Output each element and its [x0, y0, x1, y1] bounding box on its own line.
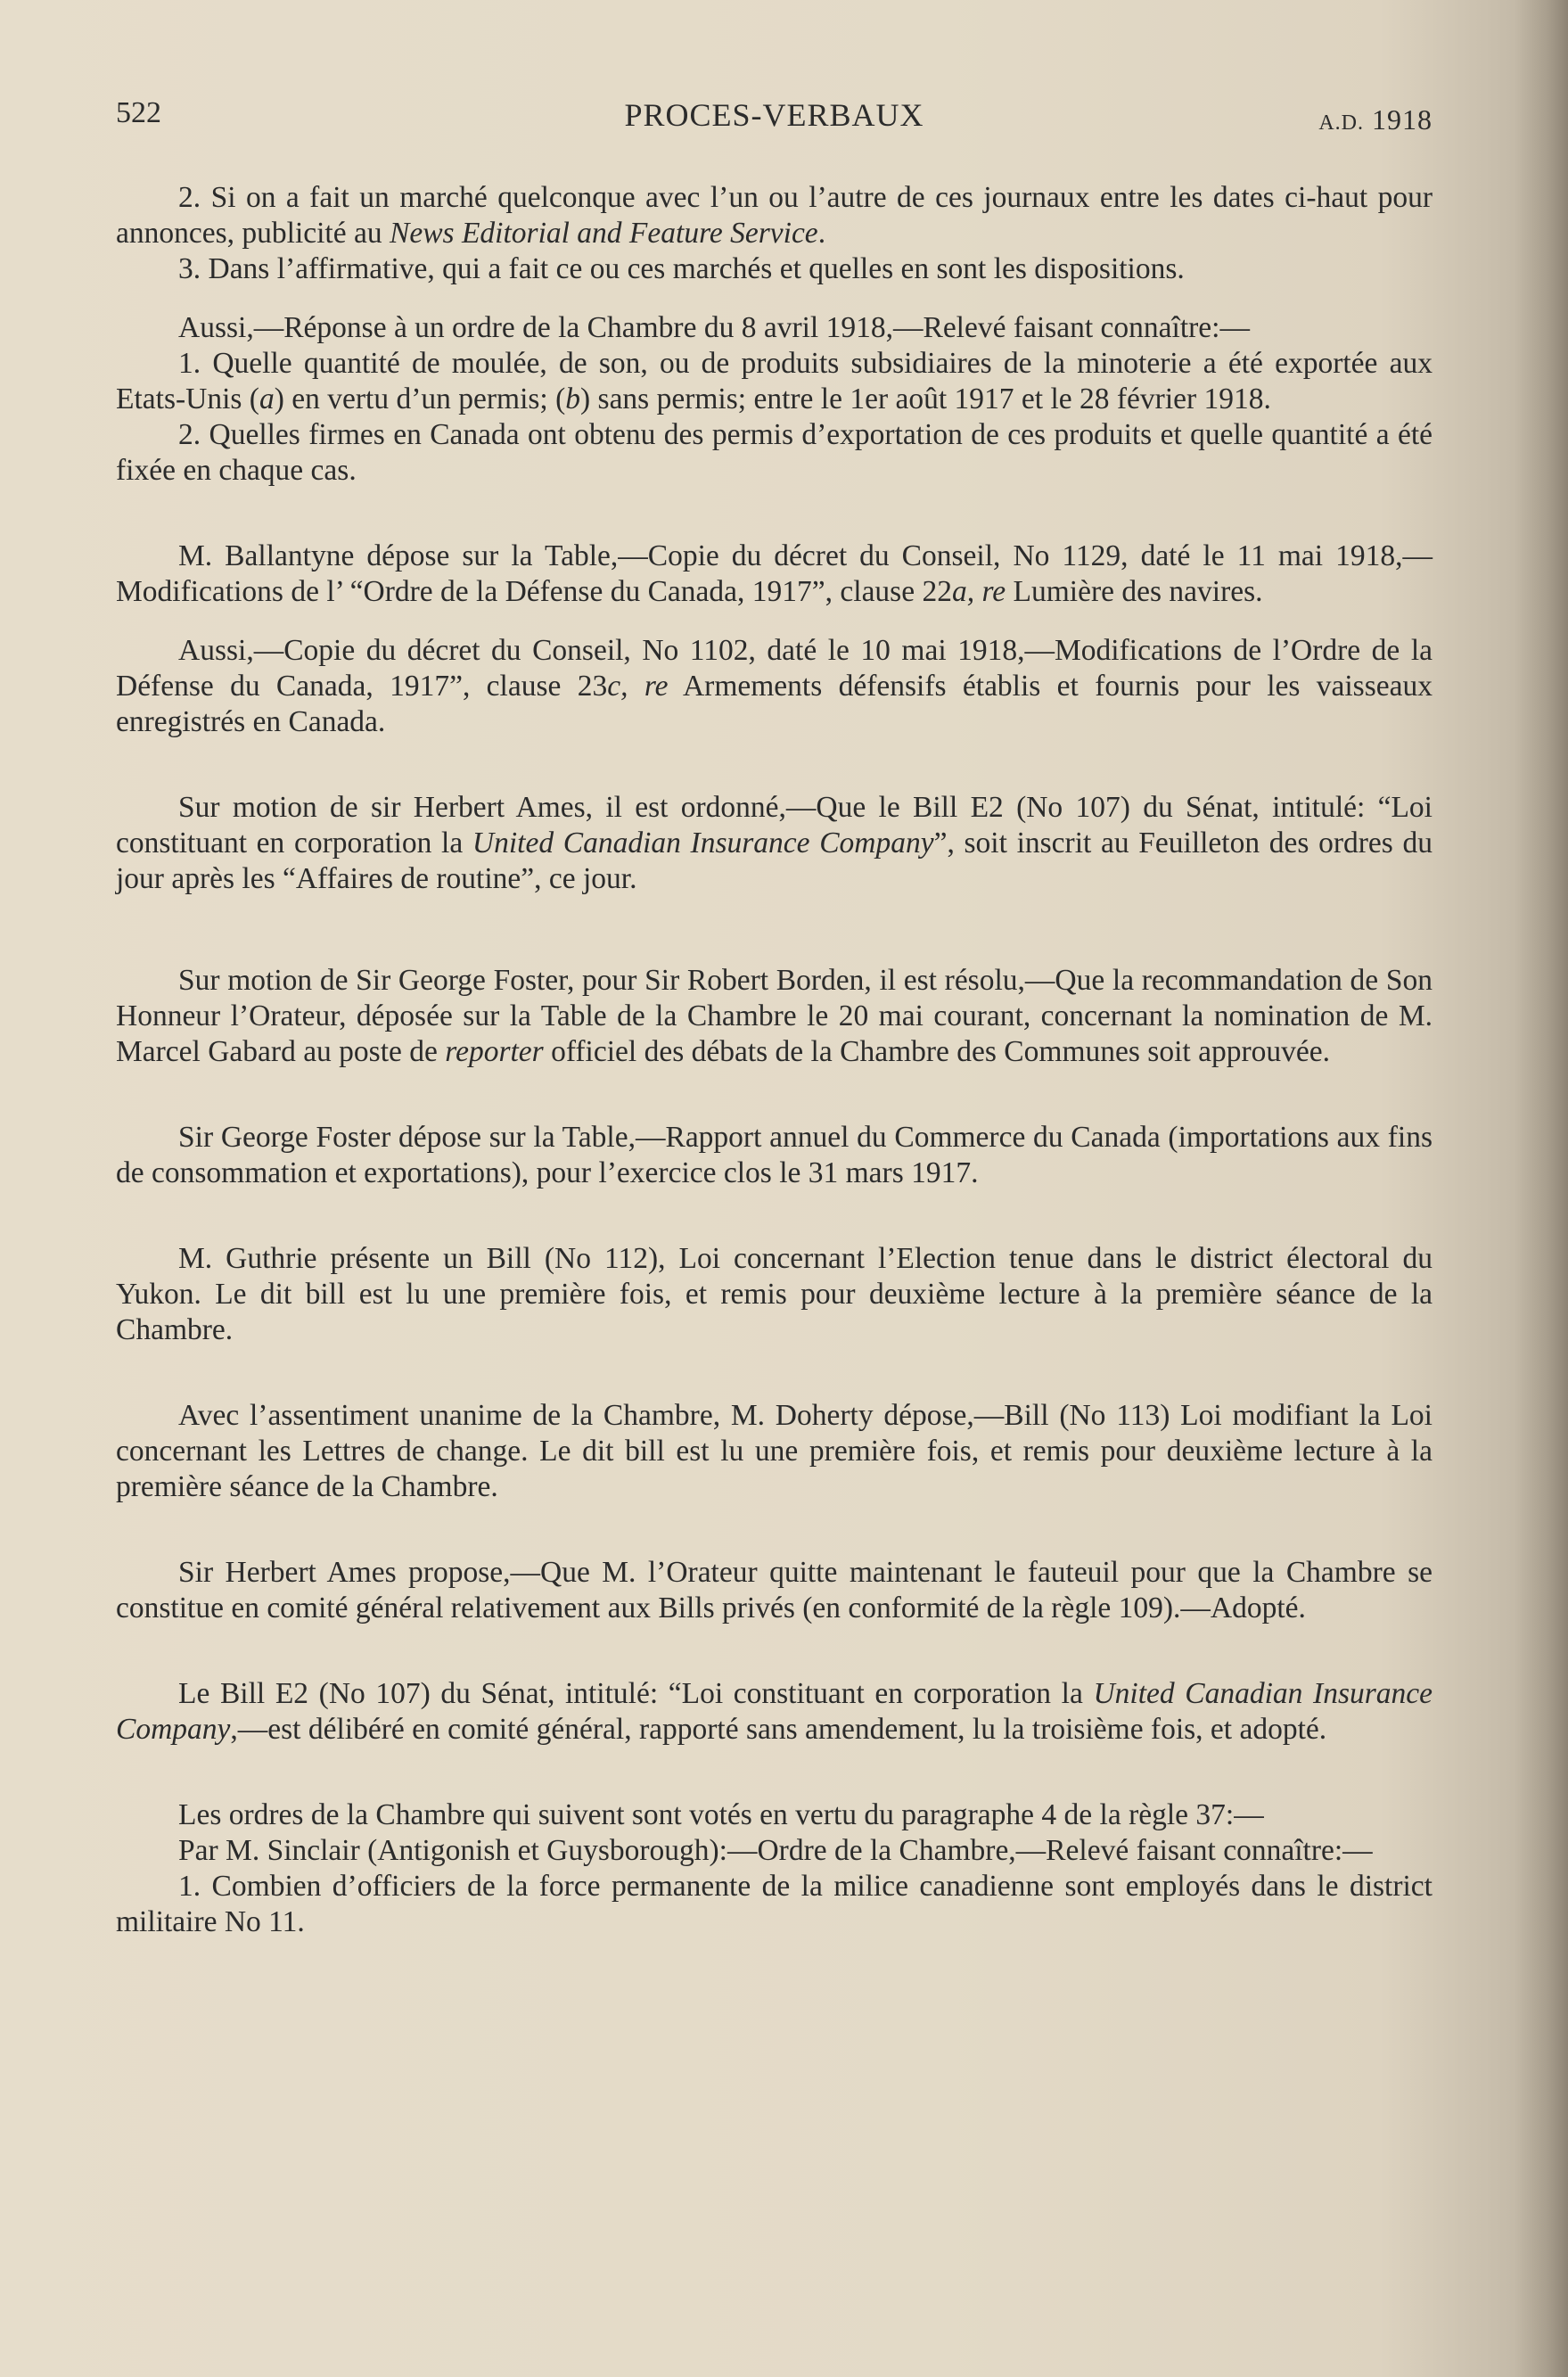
page-number: 522	[116, 96, 161, 129]
paragraph-text: ”, soit inscrit au Feuilleton des ordres du jour après les “Affaires de routine”, ce jour.	[116, 827, 1433, 895]
paragraph-p13	[116, 1555, 1433, 1626]
paragraph-p7	[116, 633, 1433, 740]
paragraph-text: Sir Herbert Ames propose,—Que M. l’Orateur quitte maintenant le fauteuil pour que la Chambre se constitue en comité général relativement aux Bills privés (en conformité de la règle 109).—Adopté.	[116, 1556, 1433, 1624]
paragraph-p4	[116, 346, 1433, 417]
paragraph-text: Par M. Sinclair (Antigonish et Guysborough):—Ordre de la Chambre,—Relevé faisant connaître:—	[178, 1834, 1373, 1867]
paragraph-p9	[116, 963, 1433, 1070]
italic-text: a, re	[951, 575, 1006, 608]
italic-text: reporter	[445, 1035, 544, 1068]
italic-text: News Editorial and Feature Service	[389, 217, 818, 250]
paragraph-text: officiel des débats de la Chambre des Communes soit approuvée.	[543, 1035, 1330, 1068]
paragraph-text: 3. Dans l’affirmative, qui a fait ce ou ces marchés et quelles en sont les dispositions.	[178, 252, 1185, 285]
paragraph-text: M. Ballantyne dépose sur la Table,—Copie du décret du Conseil, No 1129, daté le 11 mai 1918,—Modifications de l’ “Ordre de la Défense du Canada, 1917”, clause 22	[116, 539, 1433, 608]
paragraph-p2	[116, 251, 1433, 287]
paragraph-text: ,—est délibéré en comité général, rapporté sans amendement, lu la troisième fois, et adopté.	[230, 1713, 1327, 1746]
paragraph-p17	[116, 1869, 1433, 1940]
paragraph-text: 1. Combien d’officiers de la force permanente de la milice canadienne sont employés dans le district militaire No 11.	[116, 1870, 1433, 1938]
paragraph-text: Avec l’assentiment unanime de la Chambre, M. Doherty dépose,—Bill (No 113) Loi modifiant la Loi concernant les Lettres de change. Le dit bill est lu une première fois, et remis pour deuxième lecture à la première séance de la Chambre.	[116, 1399, 1433, 1503]
page-header	[116, 89, 1433, 143]
italic-text: United Canadian Insurance Company	[116, 1677, 1433, 1746]
paragraph-text: ) en vertu d’un permis; (	[274, 382, 566, 415]
paragraph-p15	[116, 1797, 1433, 1833]
year-value: 1918	[1372, 103, 1433, 136]
italic-text: United Canadian Insurance Company	[472, 827, 934, 860]
paragraph-text: 2. Quelles firmes en Canada ont obtenu des permis d’exportation de ces produits et quelle quantité a été fixée en chaque cas.	[116, 418, 1433, 487]
paragraph-text: Sur motion de Sir George Foster, pour Sir Robert Borden, il est résolu,—Que la recommandation de Son Honneur l’Orateur, déposée sur la Table de la Chambre le 20 mai courant, concernant la nomination de M. Marcel Gabard au poste de	[116, 964, 1433, 1068]
year-label	[1318, 103, 1433, 136]
paragraph-text: Aussi,—Copie du décret du Conseil, No 1102, daté le 10 mai 1918,—Modifications de l’Ordre de la Défense du Canada, 1917”, clause 23	[116, 634, 1433, 703]
year-prefix: A.D.	[1318, 111, 1364, 135]
running-head: PROCES-VERBAUX	[624, 97, 924, 133]
paragraph-p6	[116, 539, 1433, 610]
paragraph-text: ) sans permis; entre le 1er août 1917 et le 28 février 1918.	[580, 382, 1271, 415]
paragraph-text: Sir George Foster dépose sur la Table,—Rapport annuel du Commerce du Canada (importations aux fins de consommation et exportations), pour l’exercice clos le 31 mars 1917.	[116, 1121, 1433, 1189]
paragraph-text: Armements défensifs établis et fournis pour les vaisseaux enregistrés en Canada.	[116, 670, 1433, 738]
paragraph-p16	[116, 1833, 1433, 1869]
paragraph-p8	[116, 790, 1433, 897]
paragraph-p14	[116, 1676, 1433, 1748]
paragraph-p11	[116, 1241, 1433, 1348]
proceedings-text	[116, 180, 1433, 1940]
italic-text: a	[259, 382, 275, 415]
italic-text: b	[565, 382, 580, 415]
paragraph-p1	[116, 180, 1433, 251]
paragraph-text: Le Bill E2 (No 107) du Sénat, intitulé: “Loi constituant en corporation la	[178, 1677, 1094, 1710]
paragraph-p5	[116, 417, 1433, 489]
paragraph-text: Aussi,—Réponse à un ordre de la Chambre du 8 avril 1918,—Relevé faisant connaître:—	[178, 311, 1250, 344]
paragraph-p12	[116, 1398, 1433, 1505]
paragraph-text: Lumière des navires.	[1006, 575, 1263, 608]
paragraph-text: Sur motion de sir Herbert Ames, il est ordonné,—Que le Bill E2 (No 107) du Sénat, intitulé: “Loi constituant en corporation la	[116, 791, 1433, 860]
paragraph-text: Les ordres de la Chambre qui suivent sont votés en vertu du paragraphe 4 de la règle 37:—	[178, 1798, 1264, 1831]
italic-text: c, re	[607, 670, 669, 703]
paragraph-text: .	[817, 217, 826, 250]
paragraph-text: 2. Si on a fait un marché quelconque avec l’un ou l’autre de ces journaux entre les dates ci-haut pour annonces, publicité au	[116, 181, 1433, 250]
paragraph-p10	[116, 1120, 1433, 1191]
binding-shadow	[1515, 0, 1568, 2377]
paragraph-text: 1. Quelle quantité de moulée, de son, ou de produits subsidiaires de la minoterie a été exportée aux Etats-Unis (	[116, 347, 1433, 415]
paragraph-text: M. Guthrie présente un Bill (No 112), Loi concernant l’Election tenue dans le district électoral du Yukon. Le dit bill est lu une première fois, et remis pour deuxième lecture à la première séance de la Chambre.	[116, 1242, 1433, 1346]
paragraph-p3	[116, 310, 1433, 346]
